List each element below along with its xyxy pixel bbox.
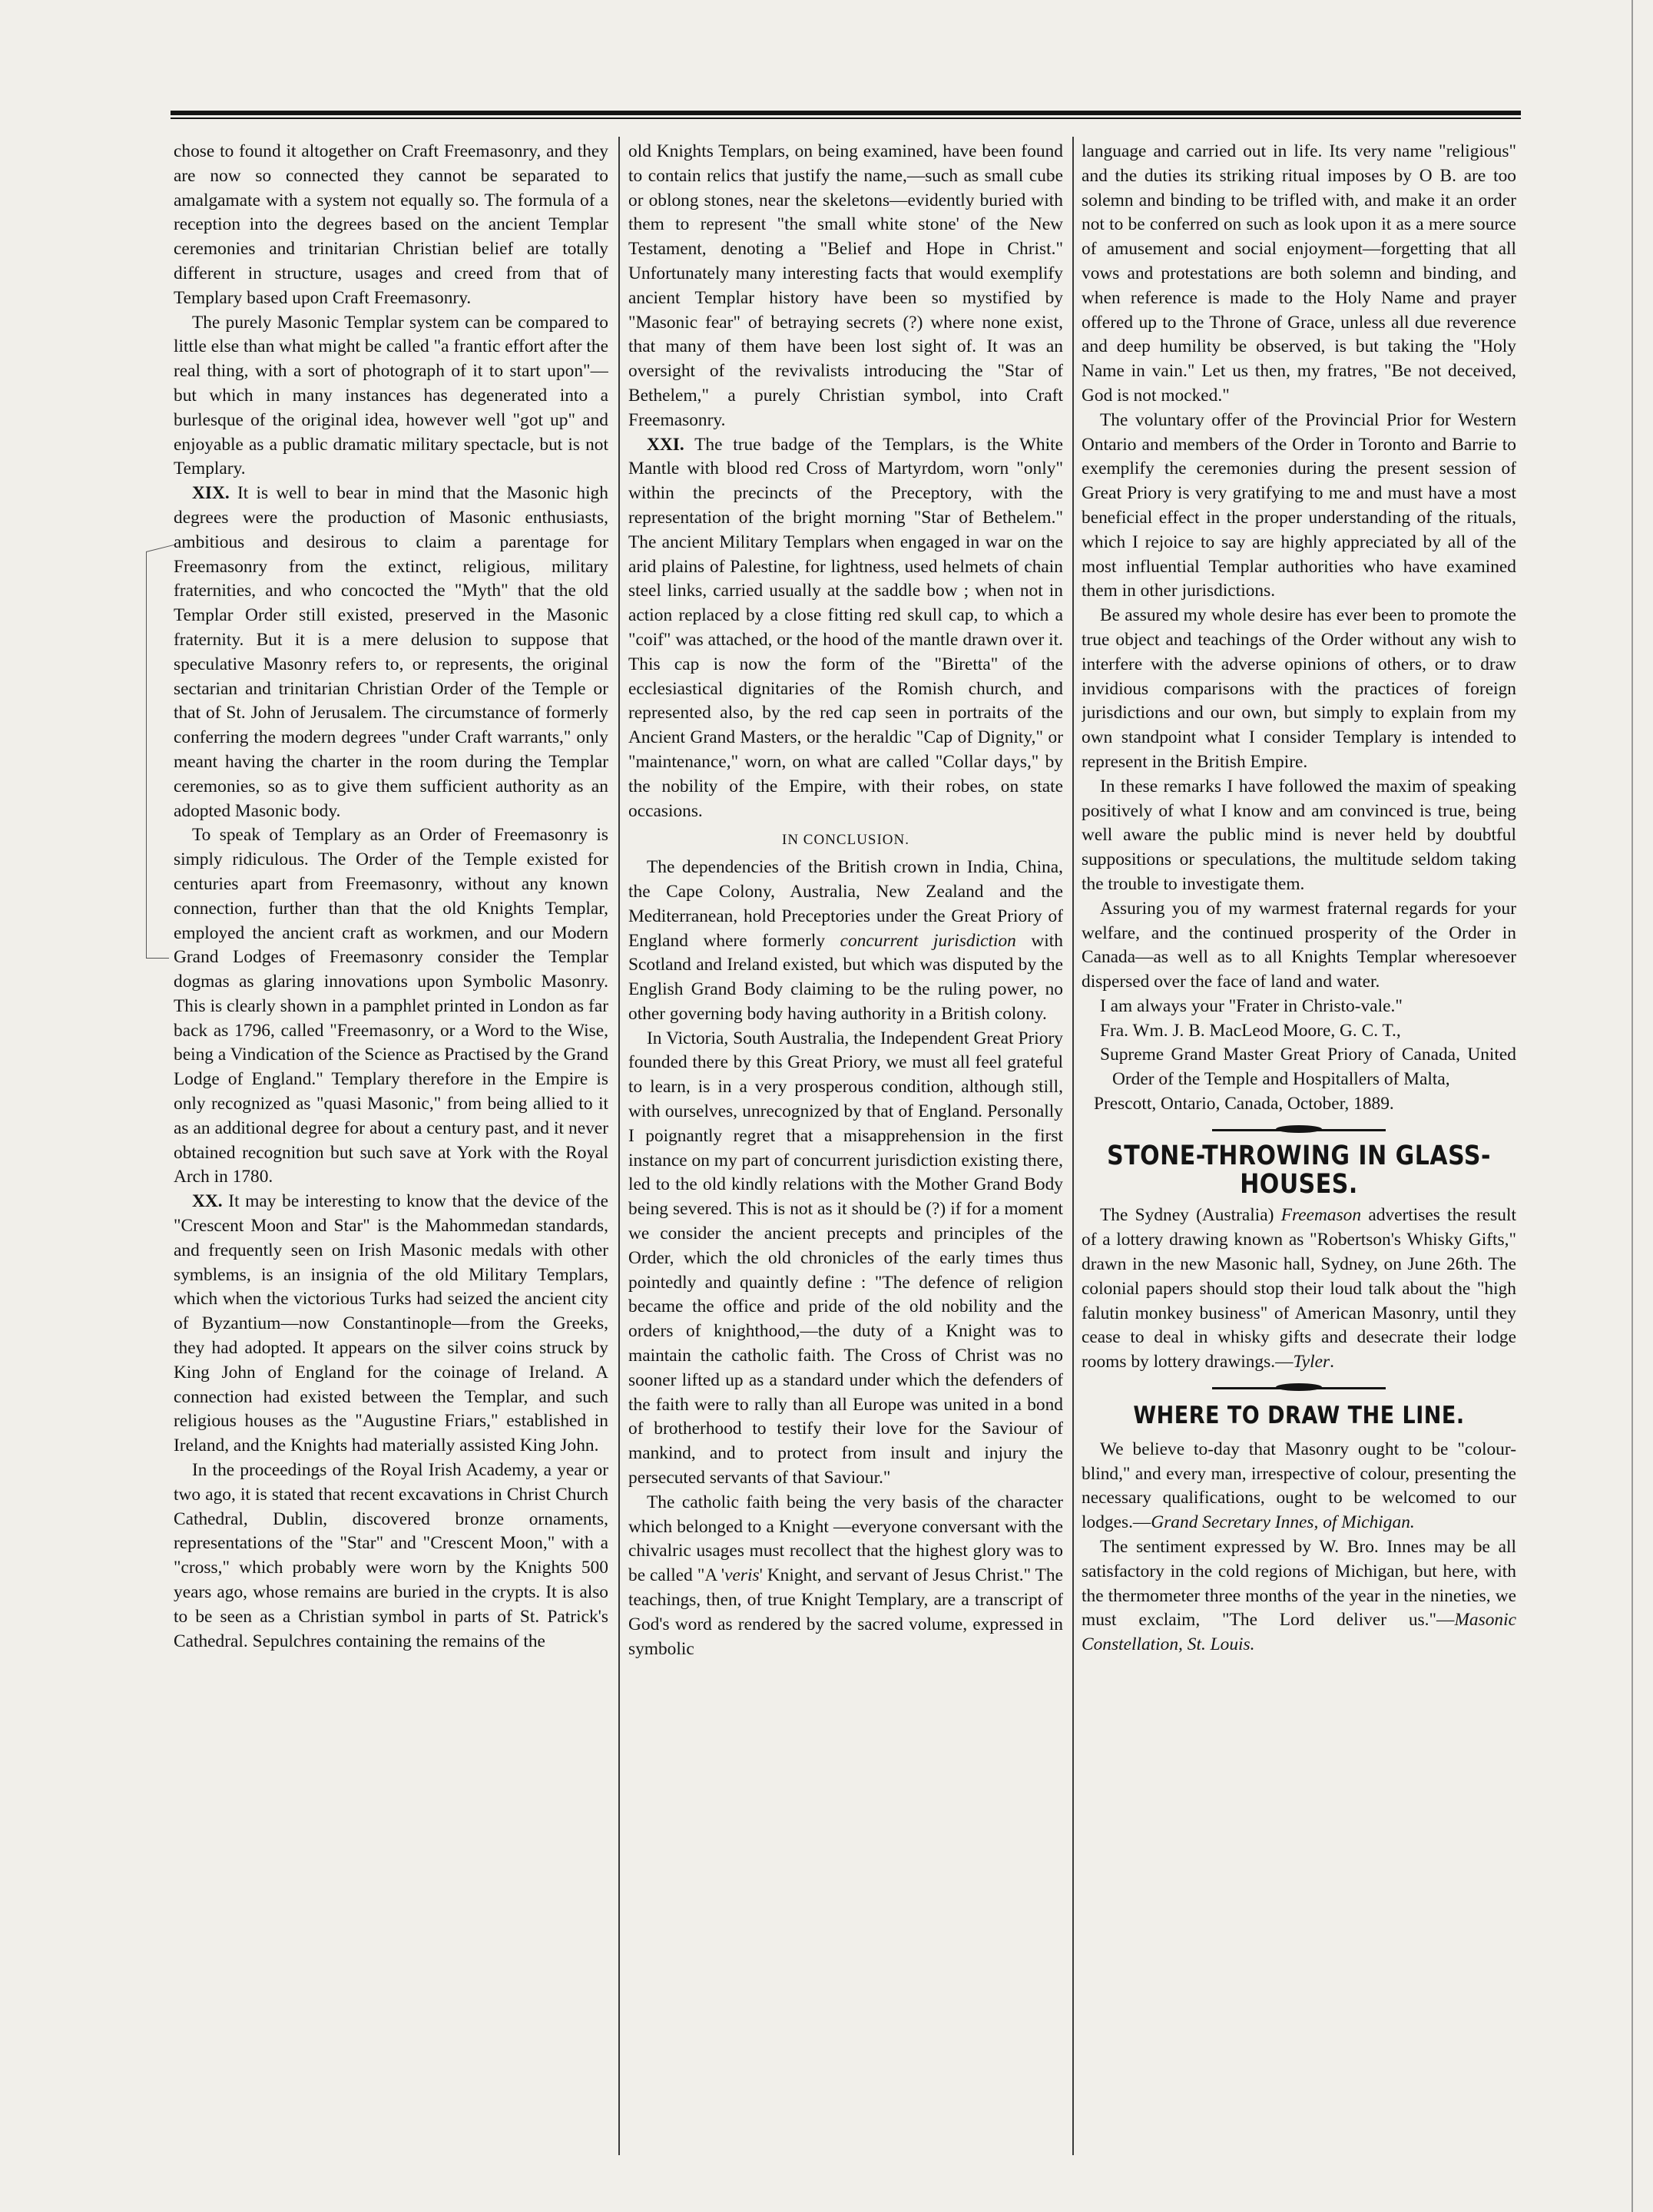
paragraph-text: The sentiment expressed by W. Bro. Innes may be all satisfactory in the cold regions of Michigan, but here, with the thermometer three months of the year in the nineties, we must exclaim, "The Lord deliver us."— (1082, 1537, 1516, 1631)
signature-block (1082, 1019, 1516, 1117)
italic-phrase: concurrent jurisdiction (840, 930, 1016, 951)
subheading-in-conclusion: IN CONCLUSION. (782, 832, 909, 849)
paragraph-xxi (628, 433, 1063, 824)
paragraph-text: . (1330, 1352, 1334, 1373)
paragraph: To speak of Templary as an Order of Freemasonry is simply ridiculous. The Order of the Temple existed for centuries apart from Freemasonry, without any known connection, further than that the old Knights Templar, employed the ancient craft as workmen, and our Modern Grand Lodges of Freemasonry consider the Templar dogmas as glaring innovations upon Symbolic Masonry. This is clearly shown in a pamphlet printed in London as far back as 1796, called "Freemasonry, or a Word to the Wise, being a Vindication of the Science as Practised by the Grand Lodge of England." Templary therefore in the Empire is only recognized as "quasi Masonic," from being allied to it as an additional degree for about a century past, and it never obtained recognition but such save at York with the Royal Arch in 1780. (174, 825, 608, 1187)
paragraph (1082, 1438, 1516, 1535)
paragraph: chose to found it altogether on Craft Freemasonry, and they are now so connected they cannot be separated to amalgamate with a system not equally so. The formula of a reception into the degrees based on the ancient Templar ceremonies and trinitarian Christian belief are totally different in structure, usages and creed from that of Templary based upon Craft Freemasonry. (174, 141, 608, 308)
signature-name: Fra. Wm. J. B. MacLeod Moore, G. C. T., (1100, 1020, 1401, 1041)
source-attribution: Masonic Constellation, St. Louis. (1082, 1610, 1516, 1655)
section-separator (1082, 1124, 1516, 1135)
italic-word: veris (724, 1565, 760, 1586)
paragraph-text: It may be interesting to know that the device of the "Crescent Moon and Star" is the Mahommedan standards, and frequently seen on Irish Masonic medals with other symblems, is an insignia of the old Military Templars, which when the victorious Turks had seized the ancient city of Byzantium—now Constantinople—from the Greeks, they had adopted. It appears on the silver coins struck by King John of England for the coinage of Ireland. A connection had existed between the Templar, and such religious houses as the "Augustine Friars," established in Ireland, and the Knights had materially assisted King John. (174, 1191, 608, 1456)
margin-bracket-mark (146, 551, 162, 959)
paragraph-text: advertises the result of a lottery drawing known as "Robertson's Whisky Gifts," drawn in the new Masonic hall, Sydney, on June 26th. The colonial papers should stop their loud talk about the "high falutin monkey business" of American Masonry, until they cease to deal in whisky gifts and desecrate their lodge rooms by lottery drawings.— (1082, 1205, 1516, 1373)
paragraph-xix (174, 482, 608, 823)
paragraph (628, 856, 1063, 1027)
paragraph: The voluntary offer of the Provincial Prior for Western Ontario and members of the Order in Toronto and Barrie to exemplify the ceremonies during the present session of Great Priory is very gratifying to me and must have a most beneficial effect in the proper understanding of the rituals, which I rejoice to say are highly appreciated by all of the most influential Templar authorities who have examined them in other jurisdictions. (1082, 409, 1516, 601)
source-attribution: Grand Secretary Innes, of Michigan. (1151, 1512, 1415, 1533)
section-number: XXI. (647, 434, 684, 455)
paragraph-text: The catholic faith being the very basis of the character which belonged to a Knight —everyone conversant with the chivalric usages must recollect that the highest glory was to be called "A ' (628, 1492, 1063, 1586)
paragraph-text: We believe to-day that Masonry ought to be "colour-blind," and every man, irrespective of colour, presenting the necessary qualifications, ought to be welcomed to our lodges.— (1082, 1439, 1516, 1533)
paragraph (1082, 1204, 1516, 1375)
paragraph-text: It is well to bear in mind that the Masonic high degrees were the production of Masonic enthusiasts, ambitious and desirous to claim a parentage for Freemasonry from the extinct, religious, military fraternities, and who concocted the "Myth" that the old Templar Order still existed, preserved in the Masonic fraternity. But it is a mere delusion to suppose that speculative Masonry refers to, or represents, the original sectarian and trinitarian Christian Order of the Temple or that of St. John of Jerusalem. The circumstance of formerly conferring the modern degrees "under Craft warrants," only meant having the charter in the room during the Templar ceremonies, so as to give them sufficient authority as an adopted Masonic body. (174, 483, 608, 821)
page-edge-line (1631, 0, 1633, 2212)
column-3 (1082, 140, 1516, 2156)
paragraph: In the proceedings of the Royal Irish Academy, a year or two ago, it is stated that recent excavations in Christ Church Cathedral, Dublin, discovered bronze ornaments, representations of the "Star" and "Crescent Moon," with a "cross," which probably were worn by the Knights 500 years ago, whose remains are buried in the crypts. It is also to be seen as a Christian symbol in parts of St. Patrick's Cathedral. Sepulchres containing the remains of the (174, 1460, 608, 1651)
paragraph (1082, 1535, 1516, 1657)
column-1 (174, 140, 608, 2156)
section-number: XX. (192, 1191, 223, 1212)
paragraph: In these remarks I have followed the maxim of speaking positively of what I know and am convinced is true, being well aware the public mind is never held by doubtful suppositions or speculations, the multitude seldom taking the trouble to investigate them. (1082, 776, 1516, 894)
italic-word: Freemason (1280, 1205, 1362, 1226)
paragraph-text: The true badge of the Templars, is the White Mantle with blood red Cross of Martyrdom, worn "only" within the precincts of the Preceptory, with the representation of the bright morning "Star of Bethelem." The ancient Military Templars when engaged in war on the arid plains of Palestine, for lightness, used helmets of chain steel links, carried usually at the saddle bow ; when not in action replaced by a close fitting red skull cap, to which a "coif" was attached, or the hood of the mantle drawn over it. This cap is now the form of the "Biretta" of the ecclesiastical dignitaries of the Romish church, and represented also, by the red cap seen in portraits of the Ancient Grand Masters, or the heraldic "Cap of Dignity," or "maintenance," worn, on what are called "Collar days," by the nobility of the Empire, with their robes, on state occasions. (628, 434, 1063, 821)
column-divider-1 (618, 137, 620, 2155)
section-separator (1082, 1382, 1516, 1393)
paragraph: The purely Masonic Templar system can be compared to little else than what might be called "a frantic effort after the real thing, with a sort of photograph of it to start upon"—but which in many instances has degenerated into a burlesque of the original idea, however well "got up" and enjoyable as a public dramatic military spectacle, but is not Templary. (174, 312, 608, 479)
paragraph: I am always your "Frater in Christo-vale." (1100, 995, 1403, 1016)
paragraph: In Victoria, South Australia, the Independent Great Priory founded there by this Great Priory, we must all feel grateful to learn, is in a very prosperous condition, although still, with ourselves, unrecognized by that of England. Personally I poignantly regret that a misapprehension in the first instance on my part of concurrent jurisdiction existing there, led to the old kindly relations with the Mother Grand Body being severed. This is not as it should be (?) if for a moment we consider the ancient precepts and principles of the Order, which the old chronicles of the early times thus pointedly and quaintly define : "The defence of religion became the office and pride of the old nobility and the orders of knighthood,—the duty of a Knight was to maintain the catholic faith. The Cross of Christ was no sooner lifted up as a standard under which the defenders of the faith were to rally than all Europe was united in a bond of brotherhood to testify their love for the Saviour of mankind, and to protect from insult and injury the persecuted servants of that Saviour." (628, 1028, 1063, 1488)
paragraph: Be assured my whole desire has ever been to promote the true object and teachings of the Order without any wish to interfere with the adverse opinions of others, or to draw invidious comparisons with the practices of foreign jurisdictions and our own, but simply to explain from my own standpoint what I consider Templary is intended to represent in the British Empire. (1082, 605, 1516, 772)
top-double-rule (171, 111, 1521, 119)
paragraph-text: The Sydney (Australia) (1100, 1205, 1281, 1226)
signature-dateline: Prescott, Ontario, Canada, October, 1889. (1094, 1094, 1394, 1114)
column-2 (628, 140, 1063, 2156)
section-number: XIX. (192, 483, 230, 504)
column-divider-2 (1072, 137, 1074, 2155)
paragraph: Assuring you of my warmest fraternal regards for your welfare, and the continued prosperity of the Order in Canada—as well as to all Knights Templar wheresoever dispersed over the face of land and water. (1082, 898, 1516, 992)
paragraph: language and carried out in life. Its very name "religious" and the duties its striking ritual imposes by O B. are too solemn and binding to be trifled with, and make it an order not to be conferred on such as look upon it as a mere source of amusement and social enjoyment—forgetting that all vows and protestations are both solemn and binding, and when reference is made to the Holy Name and prayer offered up to the Throne of Grace, unless all due reverence and deep humility be observed, is but taking the "Holy Name in vain." Let us then, my fratres, "Be not deceived, God is not mocked." (1082, 141, 1516, 406)
paragraph-text: ' Knight, and servant of Jesus Christ." The teachings, then, of true Knight Templary, are a transcript of God's word as rendered by the sacred volume, expressed in symbolic (628, 1565, 1063, 1659)
paragraph (628, 1491, 1063, 1662)
article-heading-stone-throwing: STONE-THROWING IN GLASS-HOUSES. (1107, 1140, 1491, 1200)
paragraph-text: with Scotland and Ireland existed, but which was disputed by the English Grand Body claiming to be the ruling power, no other governing body having authority in a British colony. (628, 930, 1063, 1024)
paragraph-xx (174, 1190, 608, 1459)
source-attribution: Tyler (1293, 1352, 1330, 1373)
signature-title: Supreme Grand Master Great Priory of Canada, United Order of the Temple and Hospitallers of Malta, (1100, 1045, 1516, 1090)
paragraph-text: The dependencies of the British crown in India, China, the Cape Colony, Australia, New Zealand and the Mediterranean, hold Preceptories under the Great Priory of England where formerly (628, 857, 1063, 951)
article-heading-where-to-draw: WHERE TO DRAW THE LINE. (1133, 1402, 1465, 1430)
paragraph: old Knights Templars, on being examined, have been found to contain relics that justify the name,—such as small cube or oblong stones, near the skeletons—evidently buried with them to represent "the small white stone' of the New Testament, denoting a "Belief and Hope in Christ." Unfortunately many interesting facts that would exemplify ancient Templar history have been so mystified by "Masonic fear" of betraying secrets (?) where none exist, that many of them have been lost sight of. It was an oversight of the revivalists introducing the "Star of Bethelem," a purely Christian symbol, into Craft Freemasonry. (628, 141, 1063, 430)
